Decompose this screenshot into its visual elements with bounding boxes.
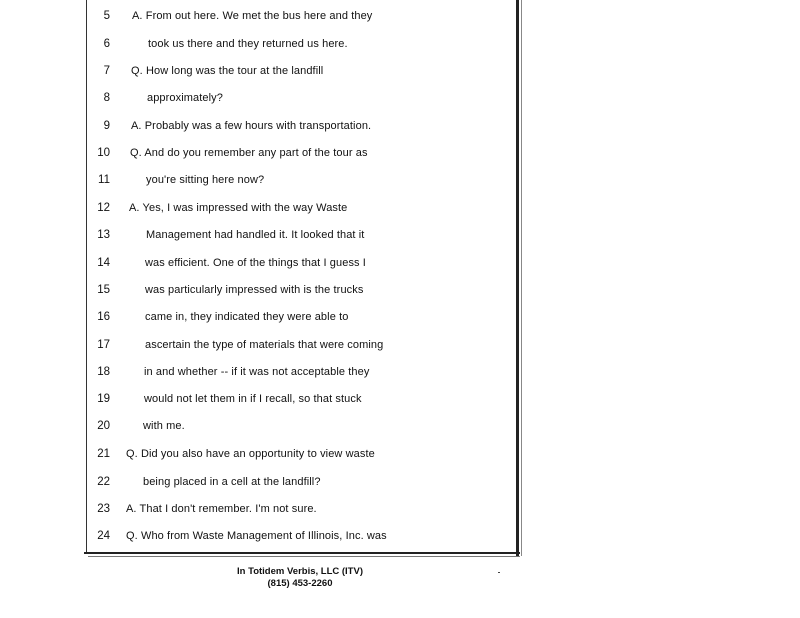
line-number: 20 — [97, 420, 110, 432]
transcript-line — [0, 339, 516, 357]
line-text: approximately? — [147, 92, 223, 104]
line-text: Q. How long was the tour at the landfill — [131, 65, 324, 77]
line-number: 22 — [97, 476, 110, 488]
line-number: 13 — [97, 229, 110, 241]
line-text: was particularly impressed with is the trucks — [145, 284, 364, 296]
line-text: ascertain the type of materials that were coming — [145, 339, 384, 351]
line-number: 8 — [103, 92, 110, 104]
line-text: you're sitting here now? — [146, 174, 265, 186]
line-number: 19 — [97, 393, 110, 405]
line-number: 24 — [97, 530, 110, 542]
line-text: Management had handled it. It looked that it — [146, 229, 365, 241]
transcript-line — [0, 229, 516, 247]
line-text: A. That I don't remember. I'm not sure. — [126, 503, 317, 515]
transcript-line — [0, 147, 516, 165]
transcript-line — [0, 284, 516, 302]
line-number: 23 — [97, 503, 110, 515]
line-number: 12 — [97, 202, 110, 214]
transcript-line — [0, 257, 516, 275]
line-text: A. Probably was a few hours with transportation. — [131, 120, 372, 132]
line-text: in and whether -- if it was not acceptable they — [144, 366, 370, 378]
line-number: 21 — [97, 448, 110, 460]
line-text: A. Yes, I was impressed with the way Waste — [129, 202, 348, 214]
line-number: 7 — [103, 65, 110, 77]
page-bottom-border — [84, 552, 520, 554]
transcript-line — [0, 65, 516, 83]
transcript-line — [0, 448, 516, 466]
transcript-line — [0, 202, 516, 220]
line-number: 10 — [97, 147, 110, 159]
footer-company: In Totidem Verbis, LLC (ITV) — [237, 566, 363, 577]
transcript-line — [0, 530, 516, 548]
line-number: 15 — [97, 284, 110, 296]
transcript-line — [0, 420, 516, 438]
line-text: being placed in a cell at the landfill? — [143, 476, 321, 488]
transcript-line — [0, 38, 516, 56]
page-bottom-border-shadow — [88, 556, 520, 557]
page-right-border — [516, 0, 519, 556]
line-text: Q. Did you also have an opportunity to view waste — [126, 448, 375, 460]
line-text: would not let them in if I recall, so that stuck — [144, 393, 362, 405]
footer-phone: (815) 453-2260 — [267, 578, 333, 589]
line-number: 17 — [97, 339, 110, 351]
line-number: 6 — [103, 38, 110, 50]
line-text: took us there and they returned us here. — [148, 38, 348, 50]
line-number: 9 — [103, 120, 110, 132]
transcript-line — [0, 174, 516, 192]
line-text: A. From out here. We met the bus here and they — [132, 10, 373, 22]
scan-speck — [498, 572, 500, 573]
transcript-line — [0, 476, 516, 494]
line-text: was efficient. One of the things that I guess I — [145, 257, 366, 269]
transcript-line — [0, 120, 516, 138]
page-right-border-shadow — [521, 0, 522, 556]
line-text: came in, they indicated they were able to — [145, 311, 349, 323]
line-text: Q. Who from Waste Management of Illinois, Inc. was — [126, 530, 387, 542]
line-text: Q. And do you remember any part of the tour as — [130, 147, 368, 159]
line-number: 18 — [97, 366, 110, 378]
line-number: 5 — [103, 10, 110, 22]
line-number: 11 — [98, 174, 110, 186]
transcript-line — [0, 311, 516, 329]
transcript-line — [0, 10, 516, 28]
transcript-line — [0, 92, 516, 110]
line-number: 14 — [97, 257, 110, 269]
transcript-line — [0, 503, 516, 521]
line-text: with me. — [143, 420, 185, 432]
transcript-line — [0, 366, 516, 384]
transcript-line — [0, 393, 516, 411]
line-number: 16 — [97, 311, 110, 323]
